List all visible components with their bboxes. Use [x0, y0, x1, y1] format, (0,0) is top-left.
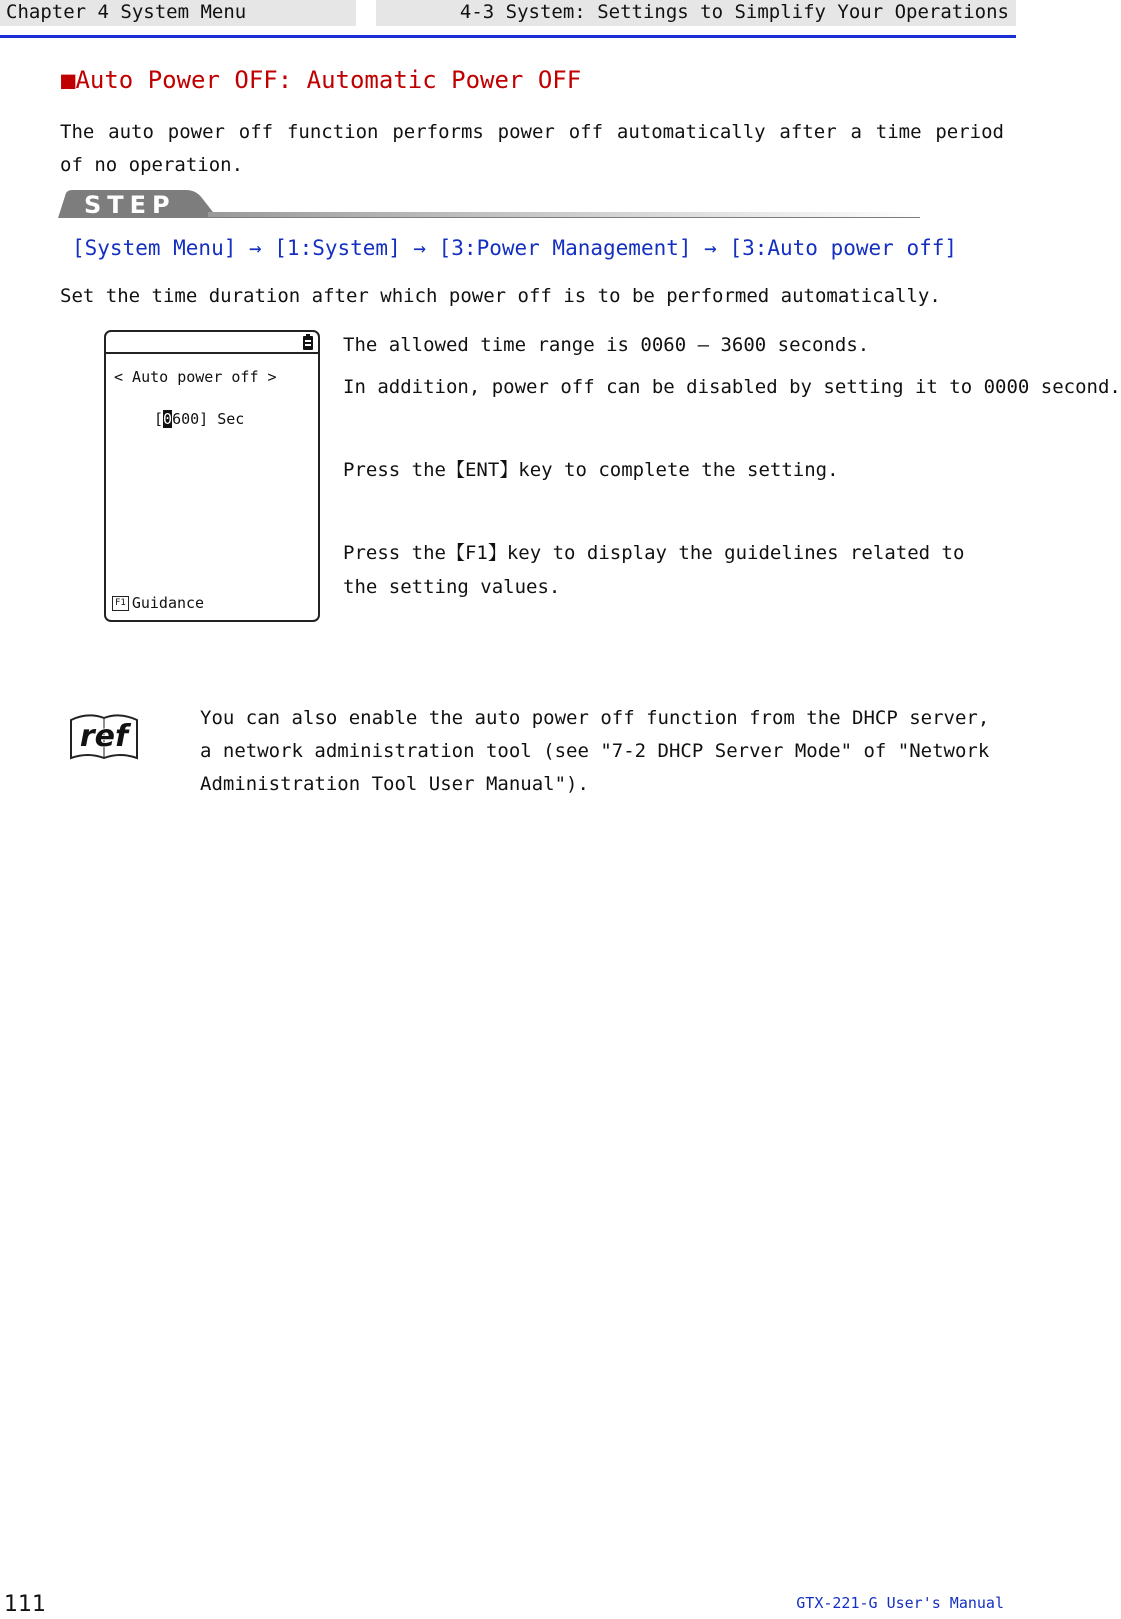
battery-icon	[303, 334, 313, 350]
device-screen	[104, 330, 320, 622]
header-section: 4-3 System: Settings to Simplify Your Operations	[376, 0, 1016, 26]
input-cursor: 0	[163, 410, 173, 428]
device-guidance	[112, 594, 204, 612]
ent-key-note: Press the【ENT】key to complete the setting.	[343, 459, 839, 481]
step-banner	[58, 190, 920, 224]
disable-note: In addition, power off can be disabled by setting it to 0000 second.	[343, 376, 1121, 398]
ref-icon	[68, 710, 140, 766]
step-instruction: Set the time duration after which power off is to be performed automatically.	[60, 285, 941, 307]
intro-paragraph: The auto power off function performs power off automatically after a time period of no operation.	[60, 121, 1004, 176]
device-status-bar	[106, 332, 318, 354]
manual-title: GTX-221-G User's Manual	[796, 1594, 1004, 1612]
f1-key-note: Press the【F1】key to display the guidelines related to the setting values.	[343, 542, 965, 598]
step-label: STEP	[84, 191, 176, 219]
header-chapter: Chapter 4 System Menu	[0, 0, 356, 26]
svg-text:ref: ref	[79, 719, 129, 754]
time-range-note: The allowed time range is 0060 – 3600 seconds.	[343, 334, 870, 356]
header-divider	[0, 35, 1016, 38]
section-title: ■Auto Power OFF: Automatic Power OFF	[61, 66, 582, 94]
menu-path: [System Menu] → [1:System] → [3:Power Management] → [3:Auto power off]	[72, 236, 958, 260]
device-screen-title: < Auto power off >	[114, 368, 277, 386]
device-time-value: [0600] Sec	[154, 410, 245, 428]
f1-key-icon: F1	[112, 596, 129, 611]
reference-note: You can also enable the auto power off function from the DHCP server, a network administration tool (see "7-2 DHCP Server Mode" of "Network Administration Tool User Manual").	[200, 707, 990, 795]
page-number: 111	[4, 1592, 46, 1617]
guidance-label: Guidance	[131, 594, 205, 612]
